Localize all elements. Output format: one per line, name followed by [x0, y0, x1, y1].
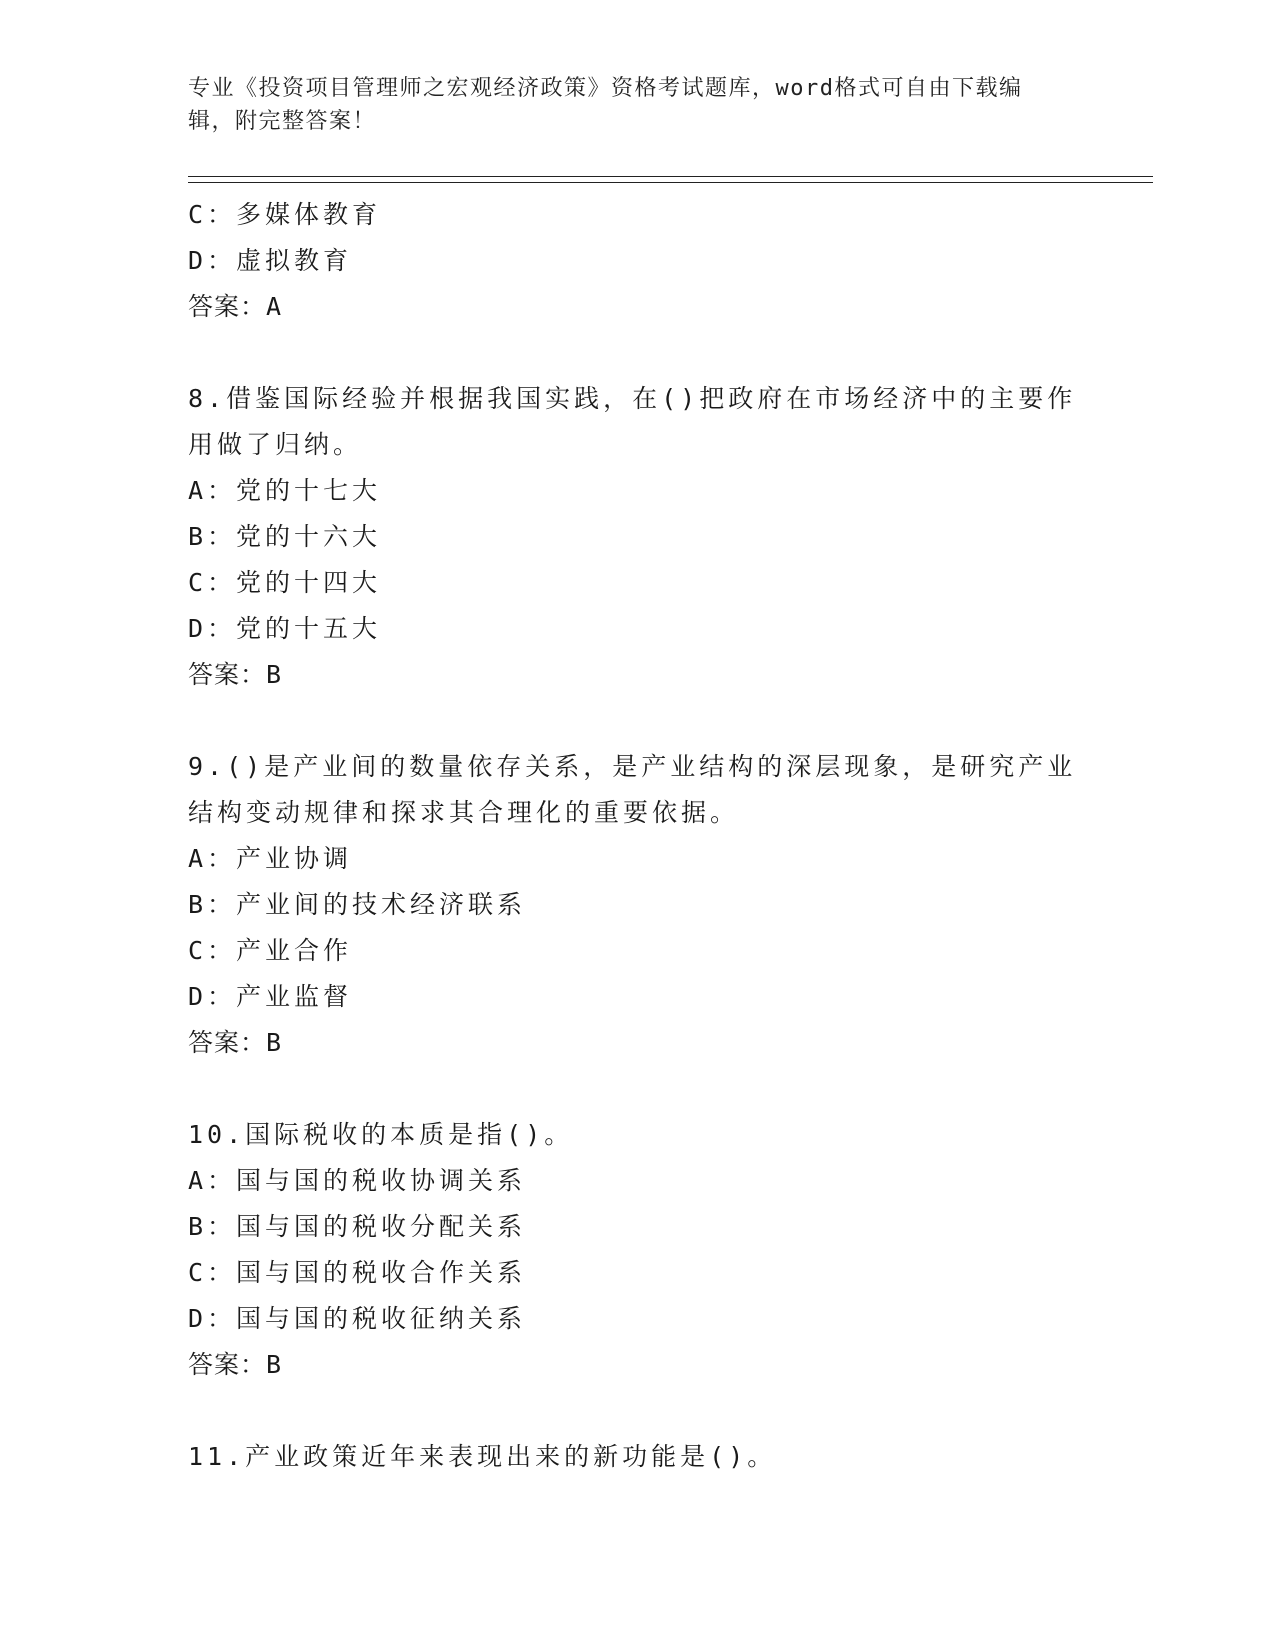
option-line: C：多媒体教育 [188, 200, 382, 229]
header-title: 专业《投资项目管理师之宏观经济政策》资格考试题库，word格式可自由下载编辑，附完整答案！ [188, 76, 1023, 134]
document-header [188, 72, 1068, 138]
question-block-8 [188, 376, 1077, 698]
question-block-9 [188, 744, 1077, 1066]
option-line: D：国与国的税收征纳关系 [188, 1304, 527, 1333]
question-line: 10.国际税收的本质是指()。 [188, 1120, 574, 1149]
block-spacer [188, 1388, 1068, 1434]
option-line: D：产业监督 [188, 982, 353, 1011]
question-block-10 [188, 1112, 1068, 1388]
option-line: B：国与国的税收分配关系 [188, 1212, 527, 1241]
answer-line: 答案：B [188, 1350, 283, 1379]
block-spacer [188, 698, 1068, 744]
option-line: B：党的十六大 [188, 522, 382, 551]
answer-line: 答案：B [188, 660, 283, 689]
option-line: D：虚拟教育 [188, 246, 353, 275]
option-line: C：党的十四大 [188, 568, 382, 597]
option-line: C：国与国的税收合作关系 [188, 1258, 527, 1287]
question-line: 9.()是产业间的数量依存关系，是产业结构的深层现象，是研究产业 [188, 752, 1077, 781]
answer-line: 答案：A [188, 292, 283, 321]
option-line: B：产业间的技术经济联系 [188, 890, 527, 919]
question-block-7-tail [188, 192, 1068, 330]
question-line: 结构变动规律和探求其合理化的重要依据。 [188, 798, 740, 827]
question-line: 用做了归纳。 [188, 430, 363, 459]
option-line: A：党的十七大 [188, 476, 382, 505]
option-line: A：国与国的税收协调关系 [188, 1166, 527, 1195]
question-line: 11.产业政策近年来表现出来的新功能是()。 [188, 1442, 777, 1471]
option-line: C：产业合作 [188, 936, 353, 965]
answer-line: 答案：B [188, 1028, 283, 1057]
question-block-11 [188, 1434, 1068, 1480]
question-list [188, 192, 1077, 1480]
block-spacer [188, 1066, 1068, 1112]
question-line: 8.借鉴国际经验并根据我国实践，在()把政府在市场经济中的主要作 [188, 384, 1077, 413]
option-line: D：党的十五大 [188, 614, 382, 643]
option-line: A：产业协调 [188, 844, 353, 873]
header-rule-top [188, 176, 1153, 177]
header-rule-bottom [188, 182, 1153, 183]
block-spacer [188, 330, 1068, 376]
